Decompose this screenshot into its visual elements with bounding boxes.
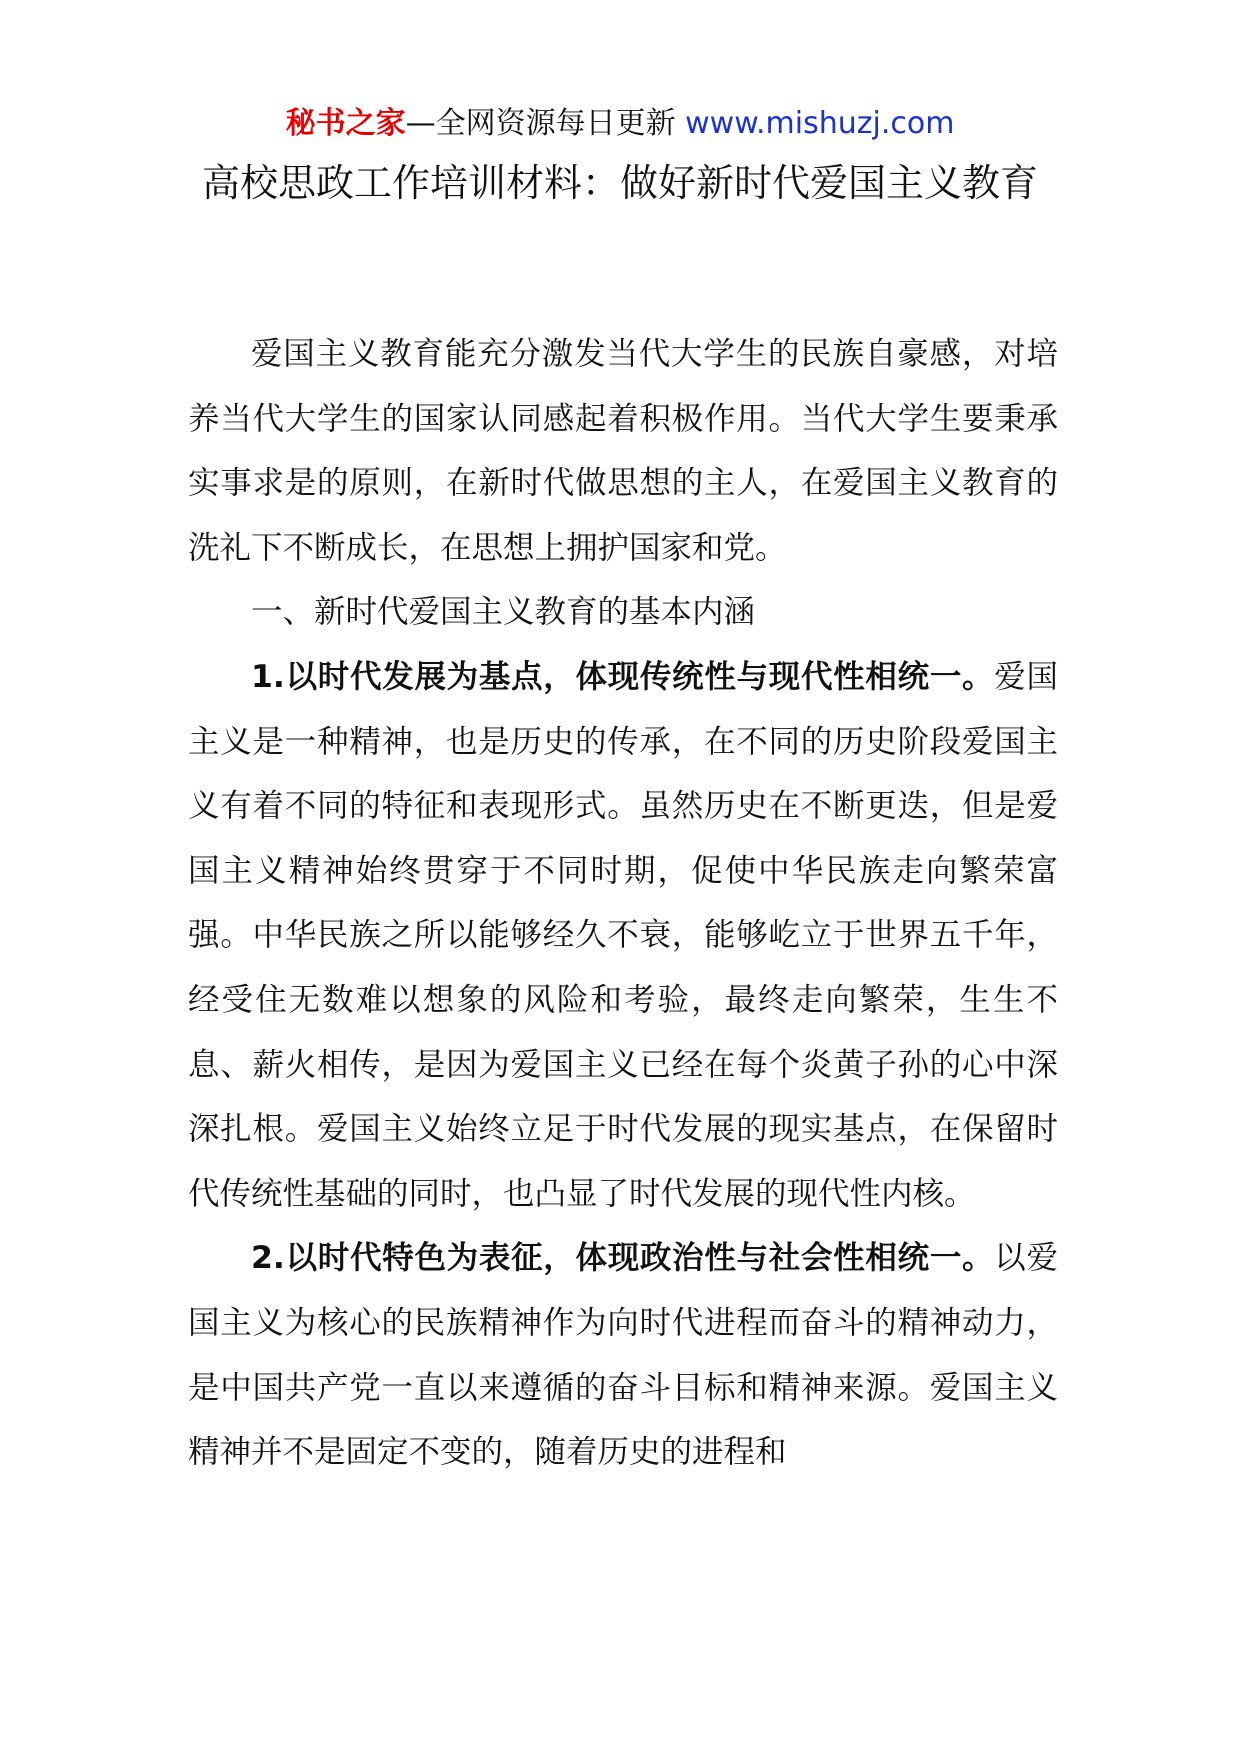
- document-title: 高校思政工作培训材料：做好新时代爱国主义教育: [201, 161, 1038, 205]
- brand-name: 秘书之家: [285, 106, 406, 141]
- document-body: [188, 322, 1058, 1485]
- subsection-2-text: 以爱国主义为核心的民族精神作为向时代进程而奋斗的精神动力，是中国共产党一直以来遵循的奋斗目标和精神来源。爱国主义精神并不是固定不变的，随着历史的进程和: [188, 1240, 1058, 1471]
- subsection-2-paragraph: [188, 1226, 1058, 1484]
- site-url-link[interactable]: www.mishuzj.com: [685, 106, 955, 141]
- subsection-1-text: 爱国主义是一种精神，也是历史的传承，在不同的历史阶段爱国主义有着不同的特征和表现形式。虽然历史在不断更迭，但是爱国主义精神始终贯穿于不同时期，促使中华民族走向繁荣富强。中华民族之所以能够经久不衰，能够屹立于世界五千年，经受住无数难以想象的风险和考验，最终走向繁荣，生生不息、薪火相传，是因为爱国主义已经在每个炎黄子孙的心中深深扎根。爱国主义始终立足于时代发展的现实基点，在保留时代传统性基础的同时，也凸显了时代发展的现代性内核。: [188, 658, 1058, 1212]
- intro-paragraph: 爱国主义教育能充分激发当代大学生的民族自豪感，对培养当代大学生的国家认同感起着积极作用。当代大学生要秉承实事求是的原则，在新时代做思想的主人，在爱国主义教育的洗礼下不断成长，在思想上拥护国家和党。: [188, 336, 1058, 566]
- section-heading: 一、新时代爱国主义教育的基本内涵: [251, 594, 756, 631]
- subsection-2-heading: 2.以时代特色为表征，体现政治性与社会性相统一。: [251, 1240, 995, 1277]
- site-tagline: —全网资源每日更新: [405, 106, 686, 141]
- subsection-1-heading: 1.以时代发展为基点，体现传统性与现代性相统一。: [251, 658, 995, 695]
- subsection-1-paragraph: [188, 645, 1058, 1226]
- site-header: [0, 100, 1240, 148]
